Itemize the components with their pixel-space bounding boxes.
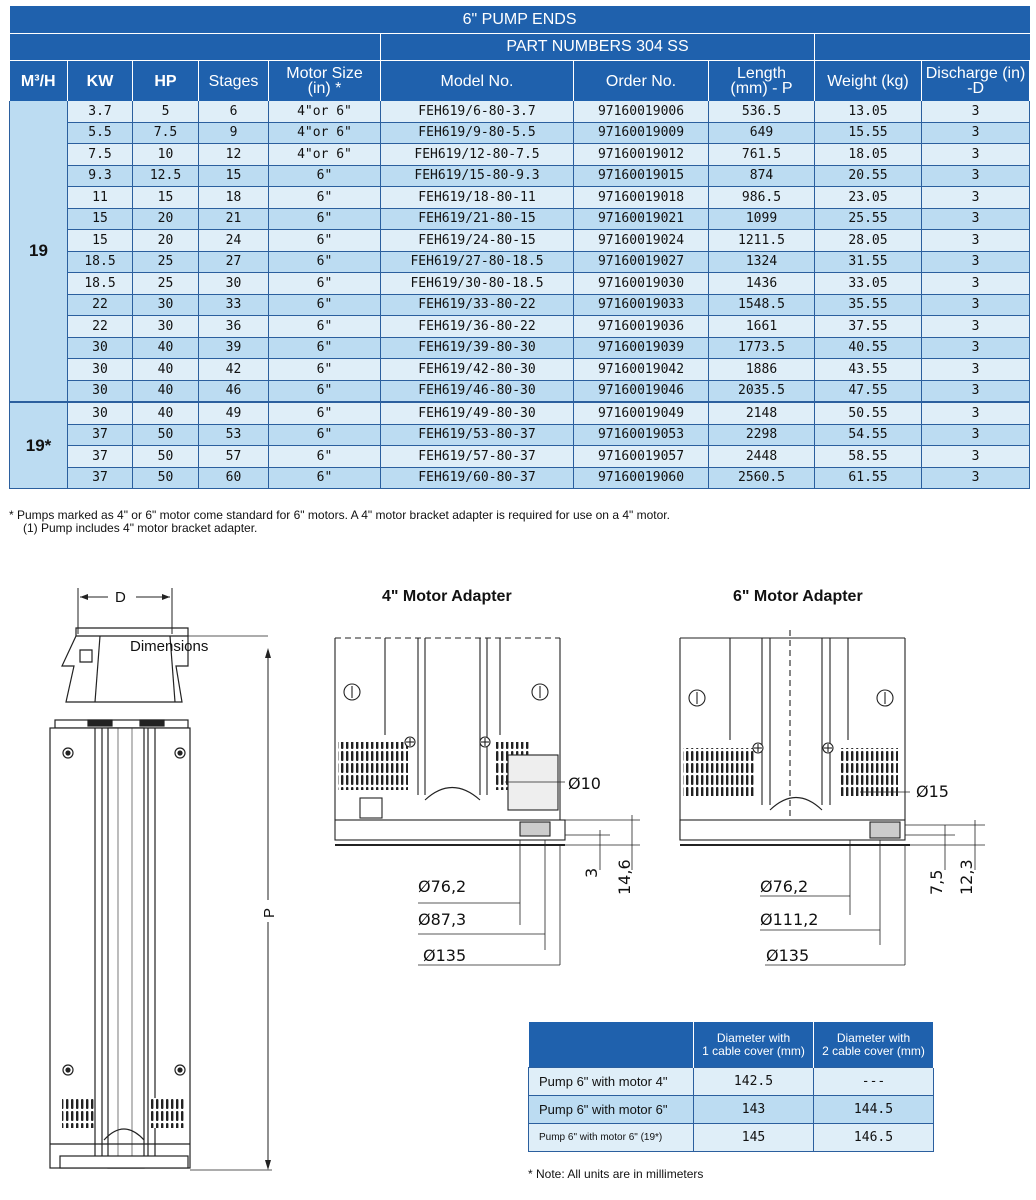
adapter-6-title: 6" Motor Adapter bbox=[733, 588, 863, 605]
cell-kw: 37 bbox=[68, 446, 133, 468]
table-row bbox=[10, 144, 1030, 166]
cable-cover-table bbox=[528, 1022, 934, 1152]
cell-length: 1099 bbox=[709, 208, 815, 230]
part-spacer-right bbox=[815, 34, 1030, 61]
cell-kw: 9.3 bbox=[68, 165, 133, 187]
cable-table-corner bbox=[529, 1022, 694, 1068]
cell-order: 97160019049 bbox=[574, 402, 709, 424]
pump-d-label: D bbox=[115, 589, 126, 606]
cable-row-v1: 145 bbox=[694, 1124, 814, 1152]
cell-kw: 3.7 bbox=[68, 101, 133, 122]
cell-kw: 30 bbox=[68, 359, 133, 381]
cell-discharge: 3 bbox=[922, 424, 1030, 446]
cell-motor: 6" bbox=[269, 380, 381, 402]
flow-group-cell: 19* bbox=[10, 402, 68, 489]
adapter-6-d-small: Ø15 bbox=[916, 782, 949, 801]
cell-discharge: 3 bbox=[922, 316, 1030, 338]
cell-model: FEH619/27-80-18.5 bbox=[381, 251, 574, 273]
header-order: Order No. bbox=[574, 61, 709, 102]
cell-stages: 46 bbox=[199, 380, 269, 402]
cell-weight: 15.55 bbox=[815, 122, 922, 144]
cable-header-2-line2: 2 cable cover (mm) bbox=[822, 1043, 925, 1058]
table-row bbox=[10, 273, 1030, 295]
cell-length: 761.5 bbox=[709, 144, 815, 166]
cell-stages: 39 bbox=[199, 337, 269, 359]
cell-discharge: 3 bbox=[922, 294, 1030, 316]
cell-length: 874 bbox=[709, 165, 815, 187]
cell-kw: 18.5 bbox=[68, 251, 133, 273]
cell-stages: 18 bbox=[199, 187, 269, 209]
cell-discharge: 3 bbox=[922, 144, 1030, 166]
cell-hp: 50 bbox=[133, 446, 199, 468]
cell-length: 1324 bbox=[709, 251, 815, 273]
cell-motor: 4"or 6" bbox=[269, 144, 381, 166]
pump-ends-table bbox=[9, 6, 1030, 489]
table-row bbox=[10, 467, 1030, 489]
header-discharge bbox=[922, 61, 1030, 102]
cell-order: 97160019015 bbox=[574, 165, 709, 187]
cell-hp: 40 bbox=[133, 380, 199, 402]
table-row bbox=[10, 230, 1030, 252]
table-title: 6" PUMP ENDS bbox=[10, 6, 1030, 34]
header-discharge-line2: -D bbox=[967, 80, 984, 97]
cell-length: 2148 bbox=[709, 402, 815, 424]
cell-length: 649 bbox=[709, 122, 815, 144]
cell-length: 2560.5 bbox=[709, 467, 815, 489]
cell-discharge: 3 bbox=[922, 208, 1030, 230]
cell-model: FEH619/49-80-30 bbox=[381, 402, 574, 424]
cable-row bbox=[529, 1096, 934, 1124]
cell-stages: 49 bbox=[199, 402, 269, 424]
cable-row-v1: 142.5 bbox=[694, 1068, 814, 1096]
table-row bbox=[10, 101, 1030, 122]
cell-model: FEH619/36-80-22 bbox=[381, 316, 574, 338]
cell-stages: 42 bbox=[199, 359, 269, 381]
cell-kw: 37 bbox=[68, 424, 133, 446]
cell-motor: 6" bbox=[269, 337, 381, 359]
adapter-4-d1: Ø76,2 bbox=[418, 877, 467, 896]
header-hp: HP bbox=[133, 61, 199, 102]
cell-order: 97160019027 bbox=[574, 251, 709, 273]
cable-header-2-line1: Diameter with bbox=[836, 1030, 911, 1045]
cell-order: 97160019060 bbox=[574, 467, 709, 489]
cell-model: FEH619/24-80-15 bbox=[381, 230, 574, 252]
header-model: Model No. bbox=[381, 61, 574, 102]
cell-weight: 18.05 bbox=[815, 144, 922, 166]
cell-discharge: 3 bbox=[922, 187, 1030, 209]
part-numbers-label: PART NUMBERS 304 SS bbox=[381, 34, 815, 61]
cell-motor: 6" bbox=[269, 230, 381, 252]
cell-weight: 13.05 bbox=[815, 101, 922, 122]
cell-model: FEH619/39-80-30 bbox=[381, 337, 574, 359]
header-length-line2: (mm) - P bbox=[730, 80, 793, 97]
cell-discharge: 3 bbox=[922, 230, 1030, 252]
footnote-2: (1) Pump includes 4" motor bracket adapter. bbox=[23, 521, 258, 535]
cell-hp: 20 bbox=[133, 208, 199, 230]
cell-hp: 20 bbox=[133, 230, 199, 252]
cell-weight: 35.55 bbox=[815, 294, 922, 316]
cell-kw: 37 bbox=[68, 467, 133, 489]
header-discharge-line1: Discharge (in) bbox=[925, 65, 1026, 82]
cell-order: 97160019009 bbox=[574, 122, 709, 144]
pump-p-label: P bbox=[261, 907, 278, 918]
cell-length: 2448 bbox=[709, 446, 815, 468]
cable-row-v1: 143 bbox=[694, 1096, 814, 1124]
cell-discharge: 3 bbox=[922, 446, 1030, 468]
cell-kw: 30 bbox=[68, 402, 133, 424]
cell-hp: 30 bbox=[133, 294, 199, 316]
adapter-4-h1: 3 bbox=[582, 867, 601, 878]
cell-stages: 9 bbox=[199, 122, 269, 144]
cell-discharge: 3 bbox=[922, 122, 1030, 144]
cable-header-1-line1: Diameter with bbox=[716, 1030, 791, 1045]
cell-order: 97160019039 bbox=[574, 337, 709, 359]
cell-discharge: 3 bbox=[922, 165, 1030, 187]
cell-model: FEH619/12-80-7.5 bbox=[381, 144, 574, 166]
cell-model: FEH619/42-80-30 bbox=[381, 359, 574, 381]
cell-order: 97160019046 bbox=[574, 380, 709, 402]
cell-discharge: 3 bbox=[922, 101, 1030, 122]
cell-weight: 47.55 bbox=[815, 380, 922, 402]
cell-motor: 6" bbox=[269, 359, 381, 381]
cell-hp: 50 bbox=[133, 424, 199, 446]
cable-header-1 bbox=[694, 1022, 814, 1068]
cable-row-label: Pump 6" with motor 6" (19*) bbox=[529, 1124, 694, 1152]
cell-motor: 6" bbox=[269, 424, 381, 446]
adapter-4-d2: Ø87,3 bbox=[418, 910, 467, 929]
cell-stages: 24 bbox=[199, 230, 269, 252]
adapter-6-h1: 7,5 bbox=[927, 869, 946, 895]
cell-weight: 40.55 bbox=[815, 337, 922, 359]
cable-row-v2: 146.5 bbox=[814, 1124, 934, 1152]
cell-stages: 27 bbox=[199, 251, 269, 273]
cell-motor: 6" bbox=[269, 273, 381, 295]
cell-stages: 12 bbox=[199, 144, 269, 166]
adapter-6-d1: Ø76,2 bbox=[760, 877, 809, 896]
table-row bbox=[10, 316, 1030, 338]
cell-weight: 54.55 bbox=[815, 424, 922, 446]
cable-row-v2: 144.5 bbox=[814, 1096, 934, 1124]
header-length bbox=[709, 61, 815, 102]
cell-length: 1211.5 bbox=[709, 230, 815, 252]
cable-row-label: Pump 6" with motor 4" bbox=[529, 1068, 694, 1096]
cell-weight: 37.55 bbox=[815, 316, 922, 338]
flow-group-cell: 19 bbox=[10, 101, 68, 402]
cell-order: 97160019012 bbox=[574, 144, 709, 166]
pump-dimensions-title: Dimensions bbox=[130, 638, 209, 655]
cell-discharge: 3 bbox=[922, 402, 1030, 424]
cell-hp: 40 bbox=[133, 402, 199, 424]
cable-row-v2: --- bbox=[814, 1068, 934, 1096]
cell-stages: 36 bbox=[199, 316, 269, 338]
table-row bbox=[10, 337, 1030, 359]
cell-discharge: 3 bbox=[922, 337, 1030, 359]
footnote-1: * Pumps marked as 4" or 6" motor come standard for 6" motors. A 4" motor bracket adapter is required for use on a 4" motor. bbox=[9, 508, 670, 522]
cell-order: 97160019024 bbox=[574, 230, 709, 252]
cell-hp: 50 bbox=[133, 467, 199, 489]
cell-length: 2298 bbox=[709, 424, 815, 446]
adapter-4-h2: 14,6 bbox=[615, 859, 634, 895]
cell-motor: 4"or 6" bbox=[269, 122, 381, 144]
cell-order: 97160019036 bbox=[574, 316, 709, 338]
cell-order: 97160019053 bbox=[574, 424, 709, 446]
cell-motor: 4"or 6" bbox=[269, 101, 381, 122]
cell-discharge: 3 bbox=[922, 273, 1030, 295]
cell-motor: 6" bbox=[269, 208, 381, 230]
cell-hp: 7.5 bbox=[133, 122, 199, 144]
cell-discharge: 3 bbox=[922, 359, 1030, 381]
cell-hp: 12.5 bbox=[133, 165, 199, 187]
pump-drawing bbox=[50, 588, 272, 1170]
cell-kw: 18.5 bbox=[68, 273, 133, 295]
cell-weight: 31.55 bbox=[815, 251, 922, 273]
cell-stages: 6 bbox=[199, 101, 269, 122]
cell-kw: 30 bbox=[68, 380, 133, 402]
cell-discharge: 3 bbox=[922, 251, 1030, 273]
table-row bbox=[10, 446, 1030, 468]
cell-order: 97160019018 bbox=[574, 187, 709, 209]
cell-length: 1773.5 bbox=[709, 337, 815, 359]
cell-motor: 6" bbox=[269, 446, 381, 468]
cell-hp: 40 bbox=[133, 359, 199, 381]
cell-model: FEH619/46-80-30 bbox=[381, 380, 574, 402]
header-length-line1: Length bbox=[737, 65, 786, 82]
cell-length: 1661 bbox=[709, 316, 815, 338]
adapter-6-d2: Ø111,2 bbox=[760, 910, 819, 929]
cell-weight: 58.55 bbox=[815, 446, 922, 468]
cell-kw: 15 bbox=[68, 208, 133, 230]
cell-weight: 50.55 bbox=[815, 402, 922, 424]
cell-model: FEH619/57-80-37 bbox=[381, 446, 574, 468]
adapter-6-d3: Ø135 bbox=[766, 946, 810, 965]
table-row bbox=[10, 187, 1030, 209]
cell-hp: 25 bbox=[133, 251, 199, 273]
cell-length: 1548.5 bbox=[709, 294, 815, 316]
cell-discharge: 3 bbox=[922, 467, 1030, 489]
cell-length: 1436 bbox=[709, 273, 815, 295]
cell-length: 536.5 bbox=[709, 101, 815, 122]
table-row bbox=[10, 165, 1030, 187]
cell-model: FEH619/21-80-15 bbox=[381, 208, 574, 230]
table-row bbox=[10, 359, 1030, 381]
table-row bbox=[10, 208, 1030, 230]
adapter-6-h2: 12,3 bbox=[957, 859, 976, 895]
cell-stages: 57 bbox=[199, 446, 269, 468]
table-row bbox=[10, 402, 1030, 424]
table-body bbox=[10, 101, 1030, 489]
cell-discharge: 3 bbox=[922, 380, 1030, 402]
adapter-4-drawing bbox=[335, 638, 640, 965]
cell-motor: 6" bbox=[269, 187, 381, 209]
cell-stages: 15 bbox=[199, 165, 269, 187]
cell-order: 97160019021 bbox=[574, 208, 709, 230]
cell-kw: 7.5 bbox=[68, 144, 133, 166]
cell-hp: 15 bbox=[133, 187, 199, 209]
adapter-4-d3: Ø135 bbox=[423, 946, 467, 965]
cell-weight: 43.55 bbox=[815, 359, 922, 381]
header-motor-size-line1: Motor Size bbox=[286, 65, 363, 82]
cable-row-label: Pump 6" with motor 6" bbox=[529, 1096, 694, 1124]
cell-stages: 21 bbox=[199, 208, 269, 230]
cell-kw: 11 bbox=[68, 187, 133, 209]
cell-stages: 33 bbox=[199, 294, 269, 316]
header-motor-size-line2: (in) * bbox=[307, 80, 342, 97]
cell-length: 2035.5 bbox=[709, 380, 815, 402]
cell-order: 97160019033 bbox=[574, 294, 709, 316]
cell-kw: 15 bbox=[68, 230, 133, 252]
cell-weight: 61.55 bbox=[815, 467, 922, 489]
cell-model: FEH619/15-80-9.3 bbox=[381, 165, 574, 187]
cell-hp: 25 bbox=[133, 273, 199, 295]
cell-kw: 22 bbox=[68, 316, 133, 338]
cell-model: FEH619/60-80-37 bbox=[381, 467, 574, 489]
units-note: * Note: All units are in millimeters bbox=[528, 1167, 704, 1181]
table-row bbox=[10, 380, 1030, 402]
cell-length: 986.5 bbox=[709, 187, 815, 209]
cell-weight: 28.05 bbox=[815, 230, 922, 252]
cell-weight: 20.55 bbox=[815, 165, 922, 187]
cell-model: FEH619/30-80-18.5 bbox=[381, 273, 574, 295]
cell-model: FEH619/33-80-22 bbox=[381, 294, 574, 316]
cable-row bbox=[529, 1068, 934, 1096]
part-spacer bbox=[10, 34, 381, 61]
header-weight: Weight (kg) bbox=[815, 61, 922, 102]
cell-order: 97160019030 bbox=[574, 273, 709, 295]
header-m3h: M³/H bbox=[10, 61, 68, 102]
cell-model: FEH619/18-80-11 bbox=[381, 187, 574, 209]
cell-weight: 25.55 bbox=[815, 208, 922, 230]
table-row bbox=[10, 294, 1030, 316]
cell-model: FEH619/53-80-37 bbox=[381, 424, 574, 446]
cable-header-2 bbox=[814, 1022, 934, 1068]
cell-motor: 6" bbox=[269, 316, 381, 338]
adapter-4-title: 4" Motor Adapter bbox=[382, 588, 512, 605]
cell-motor: 6" bbox=[269, 251, 381, 273]
adapter-4-d-small: Ø10 bbox=[568, 774, 601, 793]
cell-weight: 33.05 bbox=[815, 273, 922, 295]
cell-motor: 6" bbox=[269, 467, 381, 489]
table-row bbox=[10, 424, 1030, 446]
cell-order: 97160019006 bbox=[574, 101, 709, 122]
cell-hp: 5 bbox=[133, 101, 199, 122]
header-kw: KW bbox=[68, 61, 133, 102]
cell-order: 97160019057 bbox=[574, 446, 709, 468]
table-row bbox=[10, 251, 1030, 273]
cell-kw: 22 bbox=[68, 294, 133, 316]
cell-length: 1886 bbox=[709, 359, 815, 381]
cell-model: FEH619/9-80-5.5 bbox=[381, 122, 574, 144]
cell-model: FEH619/6-80-3.7 bbox=[381, 101, 574, 122]
cable-row bbox=[529, 1124, 934, 1152]
cell-order: 97160019042 bbox=[574, 359, 709, 381]
cell-motor: 6" bbox=[269, 402, 381, 424]
header-motor-size bbox=[269, 61, 381, 102]
cell-weight: 23.05 bbox=[815, 187, 922, 209]
header-stages: Stages bbox=[199, 61, 269, 102]
cell-stages: 53 bbox=[199, 424, 269, 446]
cell-hp: 10 bbox=[133, 144, 199, 166]
cell-motor: 6" bbox=[269, 165, 381, 187]
cell-hp: 30 bbox=[133, 316, 199, 338]
cell-kw: 30 bbox=[68, 337, 133, 359]
cable-header-1-line2: 1 cable cover (mm) bbox=[702, 1043, 805, 1058]
cell-kw: 5.5 bbox=[68, 122, 133, 144]
cell-stages: 30 bbox=[199, 273, 269, 295]
cell-motor: 6" bbox=[269, 294, 381, 316]
cell-hp: 40 bbox=[133, 337, 199, 359]
cell-stages: 60 bbox=[199, 467, 269, 489]
table-row bbox=[10, 122, 1030, 144]
